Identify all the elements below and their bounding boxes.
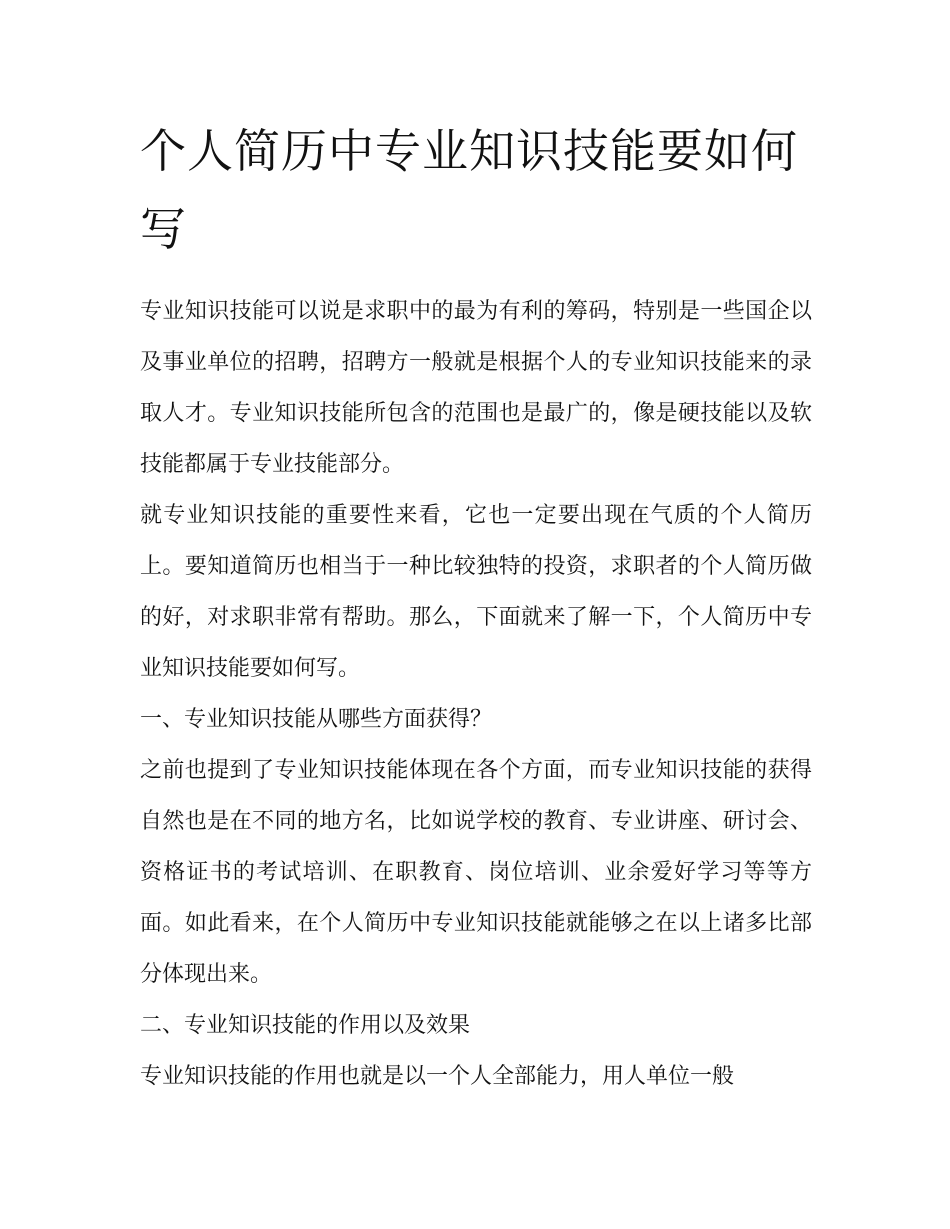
document-title: 个人简历中专业知识技能要如何写: [140, 124, 798, 256]
paragraph-sources: 之前也提到了专业知识技能体现在各个方面，而专业知识技能的获得自然也是在不同的地方名，比如说学校的教育、专业讲座、研讨会、资格证书的考试培训、在职教育、岗位培训、业余爱好学习等等方面。如此看来，在个人简历中专业知识技能就能够之在以上诸多比部分体现出来。: [140, 758, 812, 987]
document-page: [140, 112, 812, 1102]
paragraph-effects: 专业知识技能的作用也就是以一个人全部能力，用人单位一般: [140, 1064, 735, 1089]
paragraph-intro: 专业知识技能可以说是求职中的最为有利的筹码，特别是一些国企以及事业单位的招聘，招聘方一般就是根据个人的专业知识技能来的录取人才。专业知识技能所包含的范围也是最广的，像是硬技能以及软技能都属于专业技能部分。: [140, 299, 812, 477]
paragraph-importance: 就专业知识技能的重要性来看，它也一定要出现在气质的个人简历上。要知道简历也相当于一种比较独特的投资，求职者的个人简历做的好，对求职非常有帮助。那么，下面就来了解一下，个人简历中专业知识技能要如何写。: [140, 503, 812, 681]
section-heading-1: 一、专业知识技能从哪些方面获得？: [140, 707, 493, 732]
section-heading-2: 二、专业知识技能的作用以及效果: [140, 1013, 471, 1038]
